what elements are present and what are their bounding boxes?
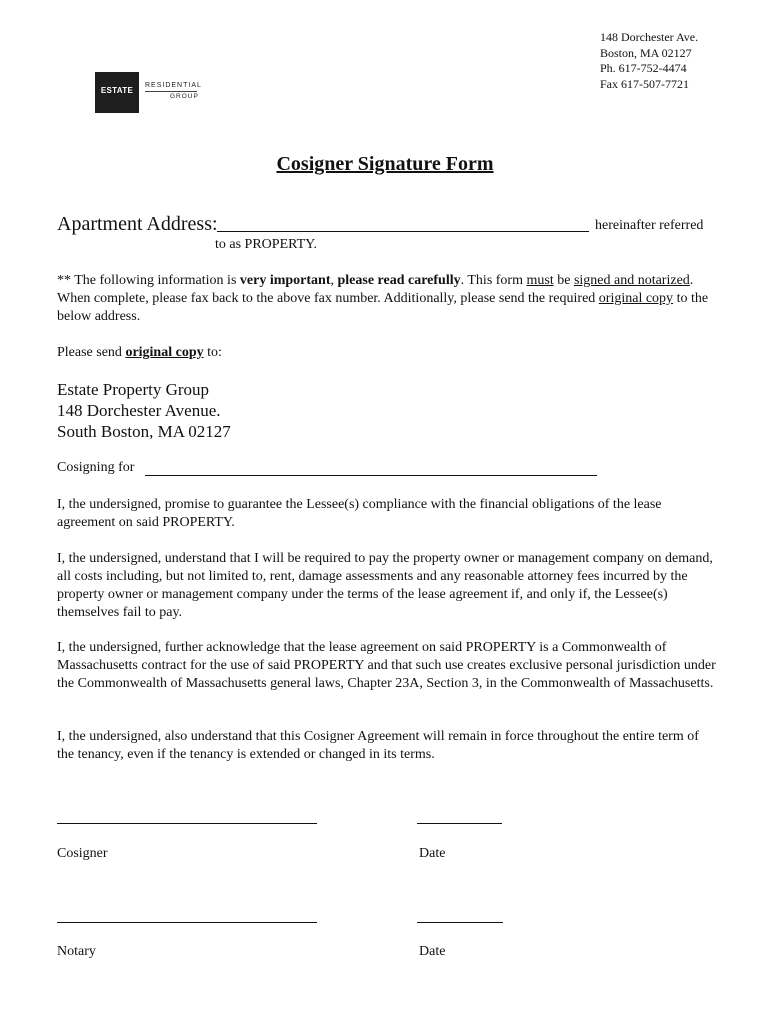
send-suffix: to: (203, 345, 222, 360)
mailing-address-line: South Boston, MA 02127 (57, 422, 231, 441)
cosigning-for-field[interactable] (145, 475, 597, 476)
logo-sub-text-1: RESIDENTIAL (145, 82, 202, 89)
apartment-address-continuation: to as PROPERTY. (215, 237, 317, 252)
logo-rule (145, 91, 197, 92)
notice-text: . This form (460, 273, 527, 288)
cosigning-for-label: Cosigning for (57, 460, 135, 475)
contact-street: 148 Dorchester Ave. (600, 30, 699, 44)
contact-city: Boston, MA 02127 (600, 45, 692, 60)
send-instruction (57, 344, 717, 362)
term-paragraph: I, the undersigned, also understand that this Cosigner Agreement will remain in force throughout the entire term of the tenancy, even if the tenancy is extended or changed in its terms. (57, 729, 699, 762)
notary-date-field[interactable] (417, 922, 503, 923)
cosigner-label: Cosigner (57, 846, 108, 861)
apartment-address-after-text: hereinafter referred (595, 218, 704, 233)
notice-text: . When complete, please fax back to the above fax number. Additionally, please send the required (57, 273, 694, 306)
cosigner-signature-field[interactable] (57, 823, 317, 824)
cosigner-date-label: Date (419, 846, 446, 861)
apartment-address-label: Apartment Address: (57, 213, 218, 235)
guarantee-paragraph: I, the undersigned, promise to guarantee the Lessee(s) compliance with the financial obligations of the lease agreement on said PROPERTY. (57, 497, 662, 530)
logo-sub-text-2: GROUP (170, 93, 199, 100)
notice-underline: must (526, 273, 554, 288)
notice-text: to the below address. (57, 291, 709, 324)
notice-text: be (553, 273, 574, 288)
notice-text: , (330, 273, 338, 288)
logo-main-text: ESTATE (100, 86, 134, 95)
payment-paragraph: I, the undersigned, understand that I will be required to pay the property owner or management company on demand, all costs including, but not limited to, rent, damage assessments and any reasonable attorney fees incurred by the property owner or management company under the terms of the lease agreement if, and only if, the Lessee(s) themselves fail to pay. (57, 551, 713, 620)
cosigner-date-field[interactable] (417, 823, 502, 824)
contact-fax: Fax 617-507-7721 (600, 76, 689, 91)
contact-block (600, 30, 698, 92)
notice-underline: signed and notarized (573, 273, 690, 288)
mailing-address-line: Estate Property Group (57, 380, 210, 399)
notice-paragraph (57, 272, 717, 326)
mailing-address (57, 379, 231, 442)
notice-underline: original copy (598, 291, 674, 306)
jurisdiction-paragraph: I, the undersigned, further acknowledge that the lease agreement on said PROPERTY is a Commonwealth of Massachusetts contract for the use of said PROPERTY and that such use creates exclusive personal jurisdiction under the Commonwealth of Massachusetts general laws, Chapter 23A, Section 3, in the Commonwealth of Massachusetts. (57, 640, 716, 691)
send-emphasis: original copy (125, 345, 204, 360)
mailing-address-line: 148 Dorchester Avenue. (57, 401, 221, 420)
contact-phone: Ph. 617-752-4474 (600, 61, 687, 75)
notary-label: Notary (57, 944, 96, 959)
notice-emphasis: please read carefully (337, 273, 461, 288)
notary-signature-field[interactable] (57, 922, 317, 923)
notice-emphasis: very important (239, 273, 331, 288)
notice-text: ** The following information is (57, 273, 240, 288)
send-prefix: Please send (57, 345, 126, 360)
apartment-address-field[interactable] (217, 231, 589, 232)
notary-date-label: Date (419, 944, 446, 959)
form-title: Cosigner Signature Form (276, 153, 494, 175)
